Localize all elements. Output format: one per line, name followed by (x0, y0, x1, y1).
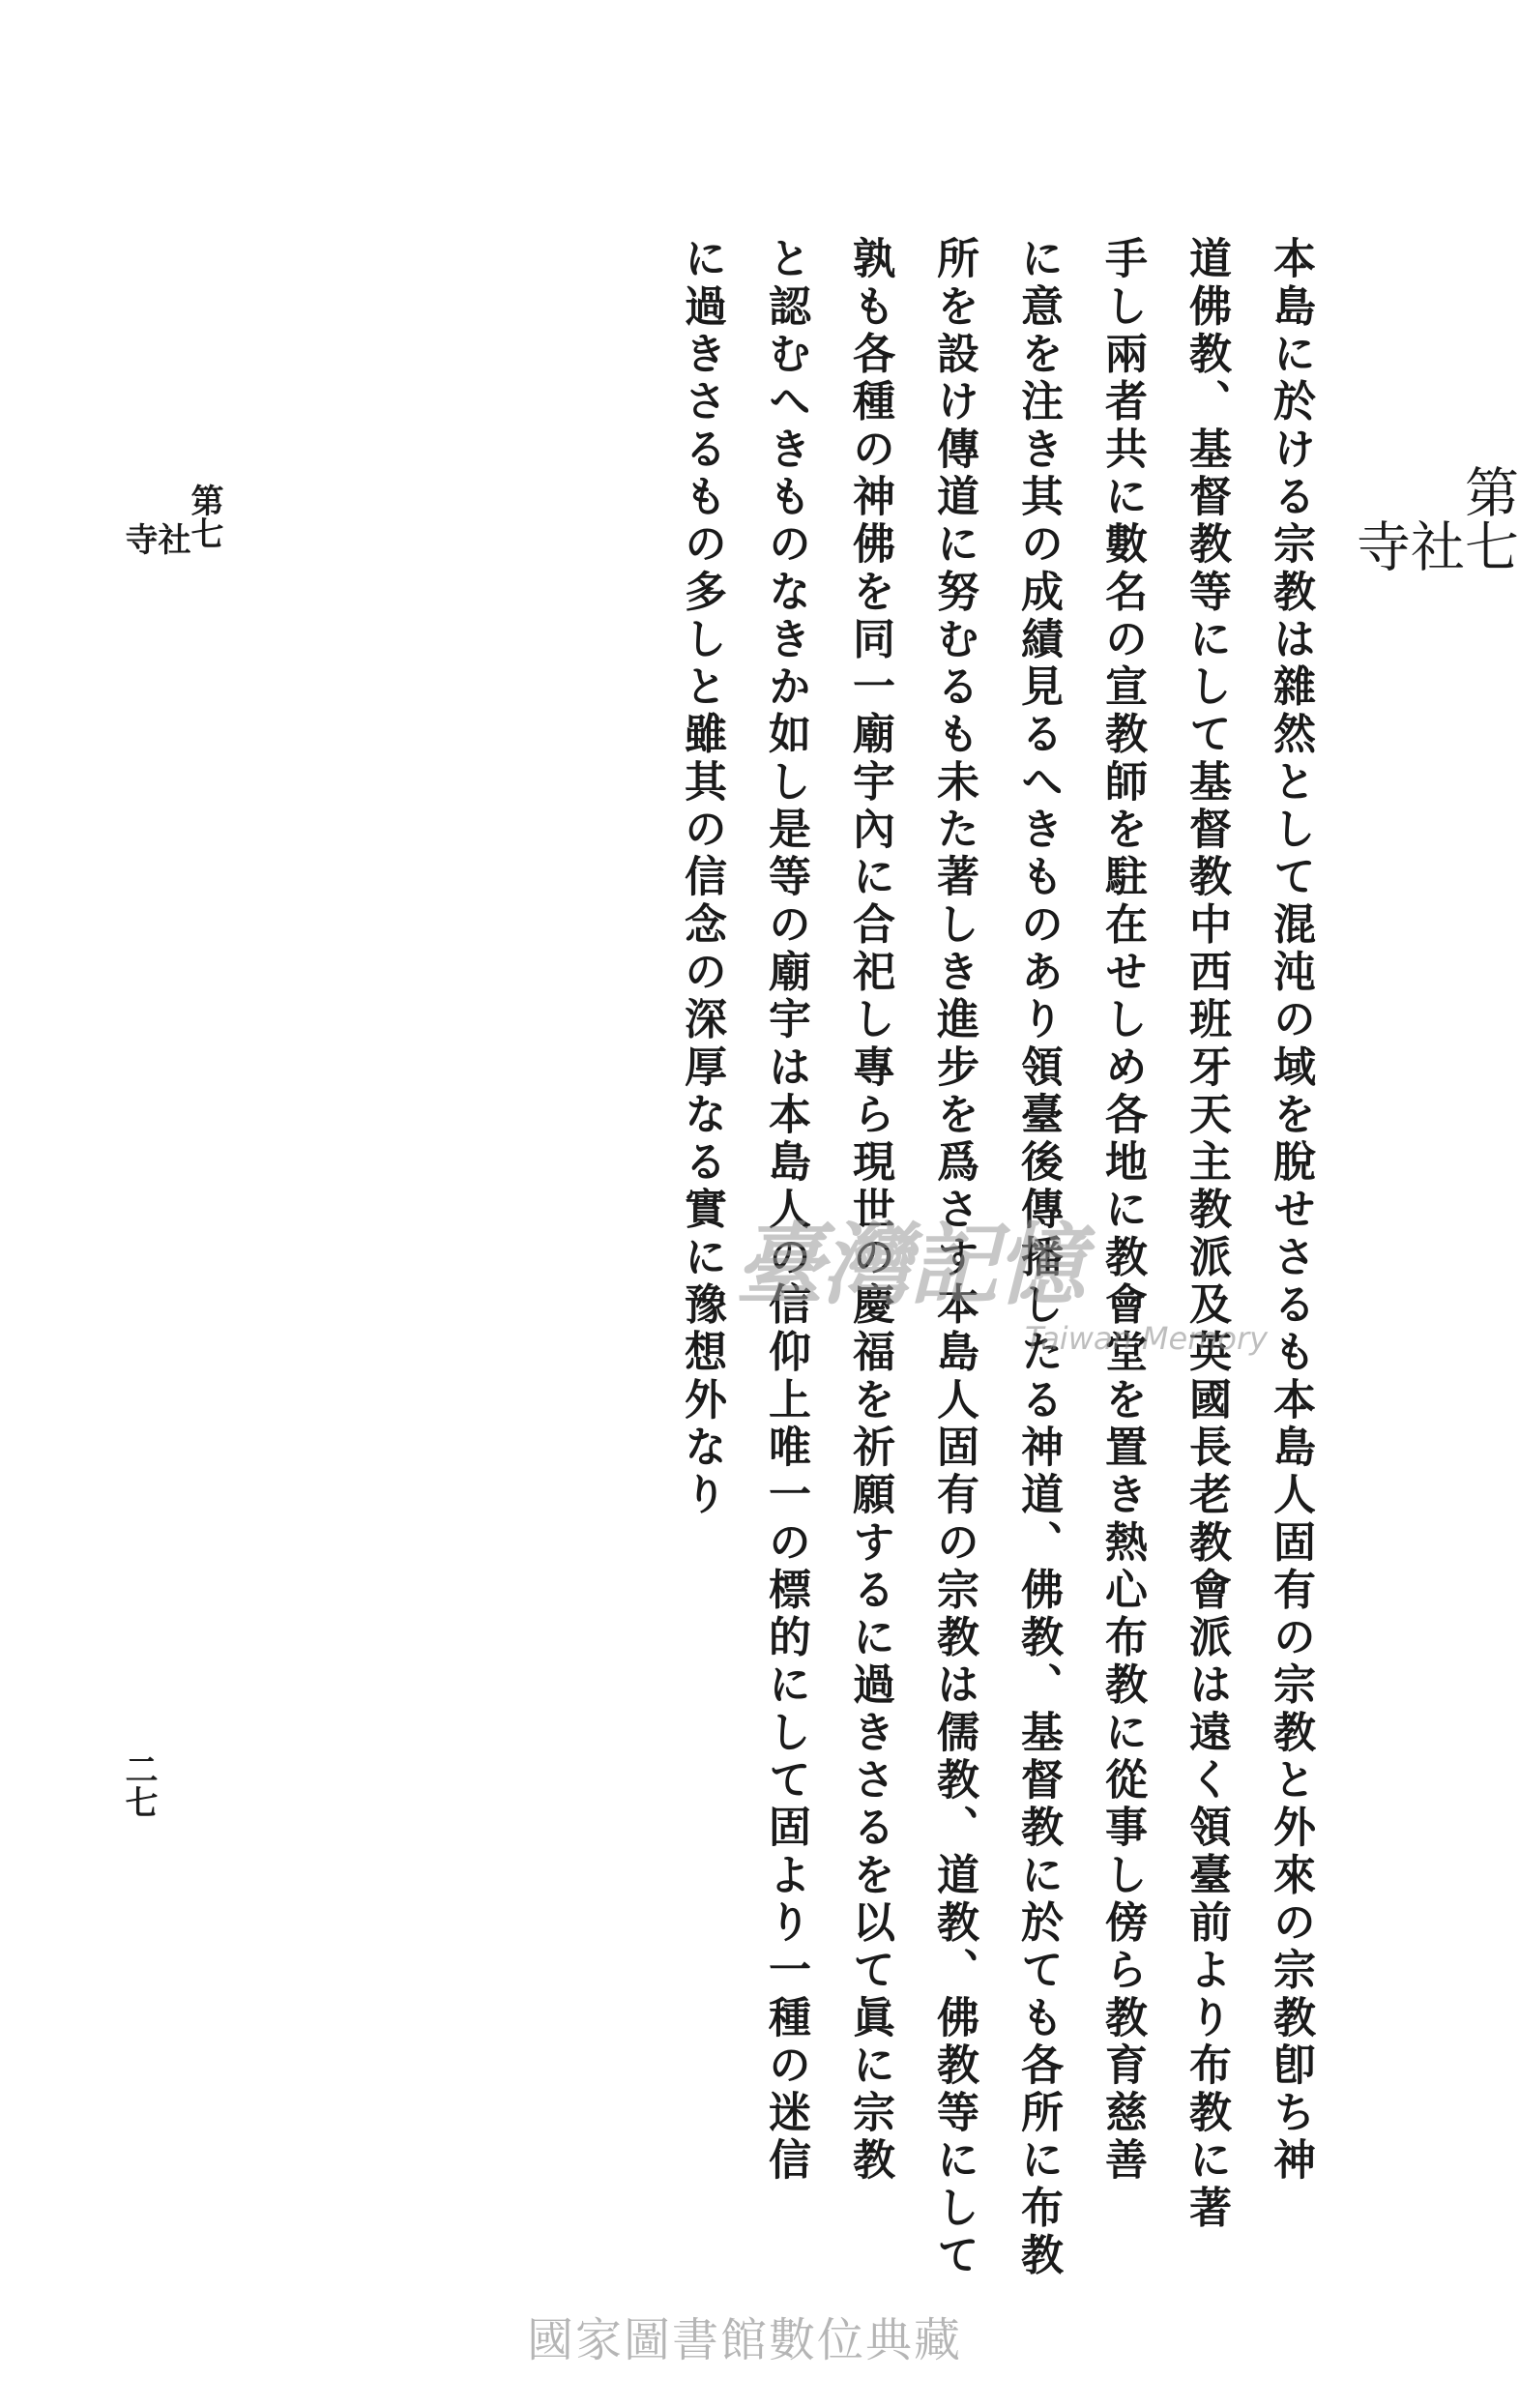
running-header-char-1: 社 (152, 522, 190, 555)
watermark-logo (735, 1194, 1276, 1357)
text-line: に意を注き其の成績見るへきものあり領臺後傳播したる神道、佛教、基督教に於ても各所に布教 (1013, 236, 1063, 2280)
title-char-1: 社 (1402, 518, 1465, 573)
title-char-2: 寺 (1348, 518, 1411, 573)
watermark-title: 臺灣記憶 (735, 1213, 1084, 1317)
running-header-number: 第七 (185, 484, 223, 549)
page-title (1348, 464, 1519, 573)
footer-credit: 國家圖書館數位典藏 (526, 2313, 962, 2367)
text-line: と認むへきものなきか如し是等の廟宇は本島人の信仰上唯一の標的にして固より一種の迷信 (761, 236, 810, 2186)
body-text (677, 236, 1315, 2280)
text-line: に過きさるもの多しと雖其の信念の深厚なる實に豫想外なり (677, 236, 726, 1520)
text-line: 所を設け傳道に努むるも未た著しき進步を爲さす本島人固有の宗教は儒教、道教、佛教等にして (929, 236, 979, 2280)
text-line: 孰も各種の神佛を同一廟宇內に合祀し專ら現世の慶福を祈願するに過きさるを以て眞に宗教 (845, 236, 894, 2186)
text-line: 手し兩者共に數名の宣教師を駐在せしめ各地に教會堂を置き熱心布教に從事し傍ら教育慈善 (1097, 236, 1147, 2186)
text-line: 道佛教、基督教等にして基督教中西班牙天主教派及英國長老教會派は遠く領臺前より布教に著 (1182, 236, 1231, 2233)
page-number: 二七 (119, 1752, 158, 1818)
running-header-char-2: 寺 (119, 522, 158, 555)
watermark-subtitle: Taiwan Memory (1025, 1320, 1269, 1357)
text-line: 本島に於ける宗教は雜然として混沌の域を脫せさるも本島人固有の宗教と外來の宗教卽ち神 (1266, 236, 1315, 2186)
running-header (119, 484, 223, 555)
title-number: 第七 (1456, 464, 1519, 573)
